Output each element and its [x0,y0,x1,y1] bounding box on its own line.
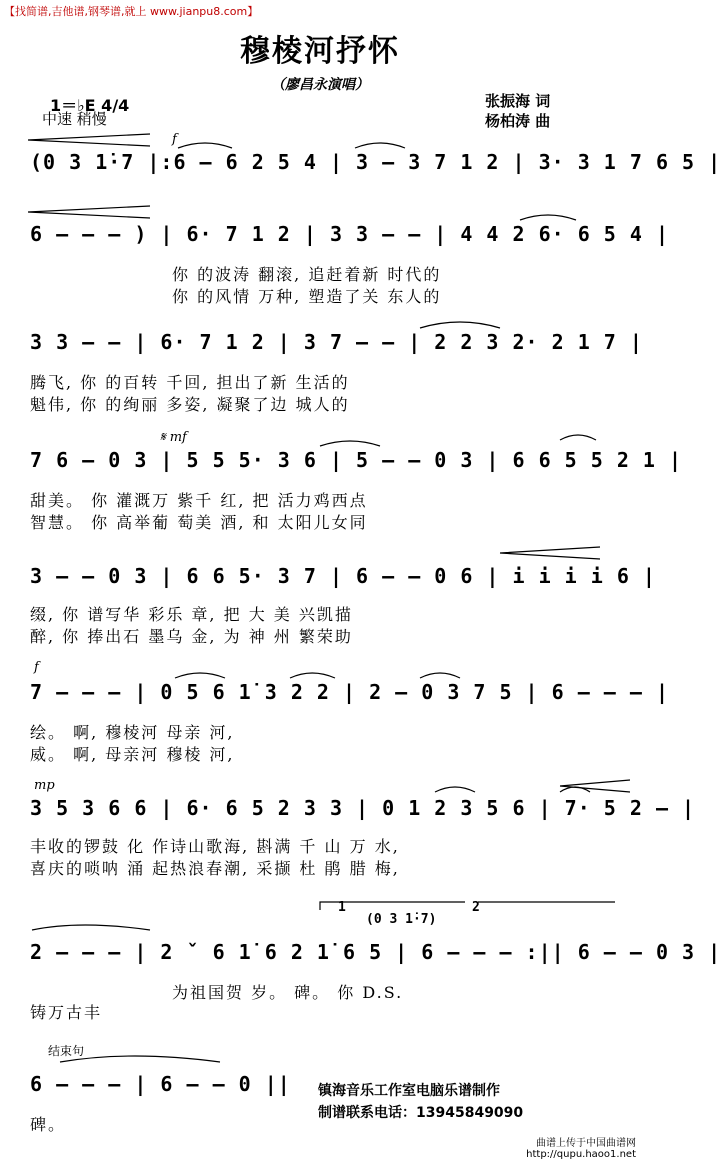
lyric-verse-1: 绘。 啊, 穆棱河 母亲 河, [30,723,235,742]
lyric-verse-2: 智慧。 你 高举葡 萄美 酒, 和 太阳儿女同 [30,513,368,532]
dynamic-mark: f [34,660,39,675]
score-system-3: 3 3 — — | 6· 7 1 2 | 3 7 — — | 2 2 3 2· 2 1 7 | [30,330,643,354]
watermark-top: 【找简谱,吉他谱,钢琴谱,就上 www.jianpu8.com】 [4,5,259,18]
score-system-4: 7 6 — 0 3 | 5 5 5· 3 6 | 5 — — 0 3 | 6 6 5 5 2 1 | [30,448,683,472]
slur [560,435,596,440]
slur [175,673,225,678]
lyric-verse-2: 醉, 你 捧出石 墨乌 金, 为 神 州 繁荣助 [30,627,353,646]
score-system-5: 3 — — 0 3 | 6 6 5· 3 7 | 6 — — 0 6 | i i i i 6 | [30,564,656,588]
ending-2-label: 2 [472,900,480,915]
lyric-verse-1: 腾飞, 你 的百转 千回, 担出了新 生活的 [30,373,350,392]
credit-contact: 制谱联系电话：13945849090 [318,1105,524,1121]
lyric-line: 铸万古丰 [30,1003,103,1022]
score-system-9: 6 — — — | 6 — — 0 || [30,1072,291,1096]
slur [355,143,405,148]
lyric-verse-1: 甜美。 你 灌溉万 紫千 红, 把 活力鸡西点 [30,491,368,510]
score-system-8: 2 — — — | 2 ˇ 6 1̇ 6 2 1̇ 6 5 | 6 — — — :|| 6 — — 0 3 | [30,940,721,964]
composer-credit: 杨柏涛 曲 [485,112,551,130]
ending-1-label: 1 [338,900,346,915]
slur [520,215,576,220]
slur [320,441,380,446]
watermark-bottom-line-1: 曲谱上传于中国曲谱网 [536,1138,636,1149]
score-system-1: (0 3 1̇·7 |:6 — 6 2 5 4 | 3 — 3 7 1 2 | 3· 3 1 7 6 5 | [30,150,721,174]
lyric-verse-2: 你 的风情 万种, 塑造了关 东人的 [172,287,442,306]
lyric-verse-2: 喜庆的唢呐 涌 起热浪春潮, 采撷 杜 鹃 腊 梅, [30,859,400,878]
hairpin [28,206,150,218]
hairpin [28,134,150,146]
hairpin [500,547,600,559]
ending-1-notes: (0 3 1̇·7) [366,912,437,927]
slur [420,673,460,678]
score-system-6: 7 — — — | 0 5 6 1̇ 3 2 2 | 2 — 0 3 7 5 | 6 — — — | [30,680,670,704]
lyric-verse-2: 威。 啊, 母亲河 穆棱 河, [30,745,235,764]
slur [420,322,500,328]
lyric-verse-2: 魁伟, 你 的绚丽 多姿, 凝聚了边 城人的 [30,395,350,414]
tempo-marking: 中速 稍慢 [42,110,107,128]
lyric-line: 碑。 [30,1115,67,1134]
watermark-bottom [526,1138,636,1160]
coda-label: 结束句 [48,1044,85,1058]
lyric-verse-1: 为祖国贺 岁。 碑。 你 D.S. [172,983,404,1002]
slur [560,787,590,792]
dynamic-mark: 𝄋 mf [160,430,187,445]
watermark-bottom-line-2: http://qupu.haoo1.net [526,1149,636,1160]
page-title: 穆棱河抒怀 [240,34,400,69]
slur [435,787,475,792]
score-system-2: 6 — — — ) | 6· 7 1 2 | 3 3 — — | 4 4 2 6· 6 5 4 | [30,222,670,246]
dynamic-mark: mp [34,778,55,793]
dynamic-mark: f [172,132,177,147]
credit-line: 镇海音乐工作室电脑乐谱制作 [318,1083,500,1099]
slur [32,925,150,930]
singer-note: （廖昌永演唱） [271,77,369,93]
lyricist-credit: 张振海 词 [485,92,551,110]
score-system-7: 3 5 3 6 6 | 6· 6 5 2 3 3 | 0 1 2 3 5 6 | 7· 5 2 — | [30,796,696,820]
lyric-verse-1: 你 的波涛 翻滚, 追赶着新 时代的 [172,265,442,284]
hairpin [560,780,630,792]
lyric-verse-1: 丰收的锣鼓 化 作诗山歌海, 斟满 千 山 万 水, [30,837,400,856]
slur [178,143,232,148]
lyric-verse-1: 缀, 你 谱写华 彩乐 章, 把 大 美 兴凯描 [30,605,353,624]
key-signature: 1＝♭E 4/4 [50,96,130,115]
slur [290,673,335,678]
